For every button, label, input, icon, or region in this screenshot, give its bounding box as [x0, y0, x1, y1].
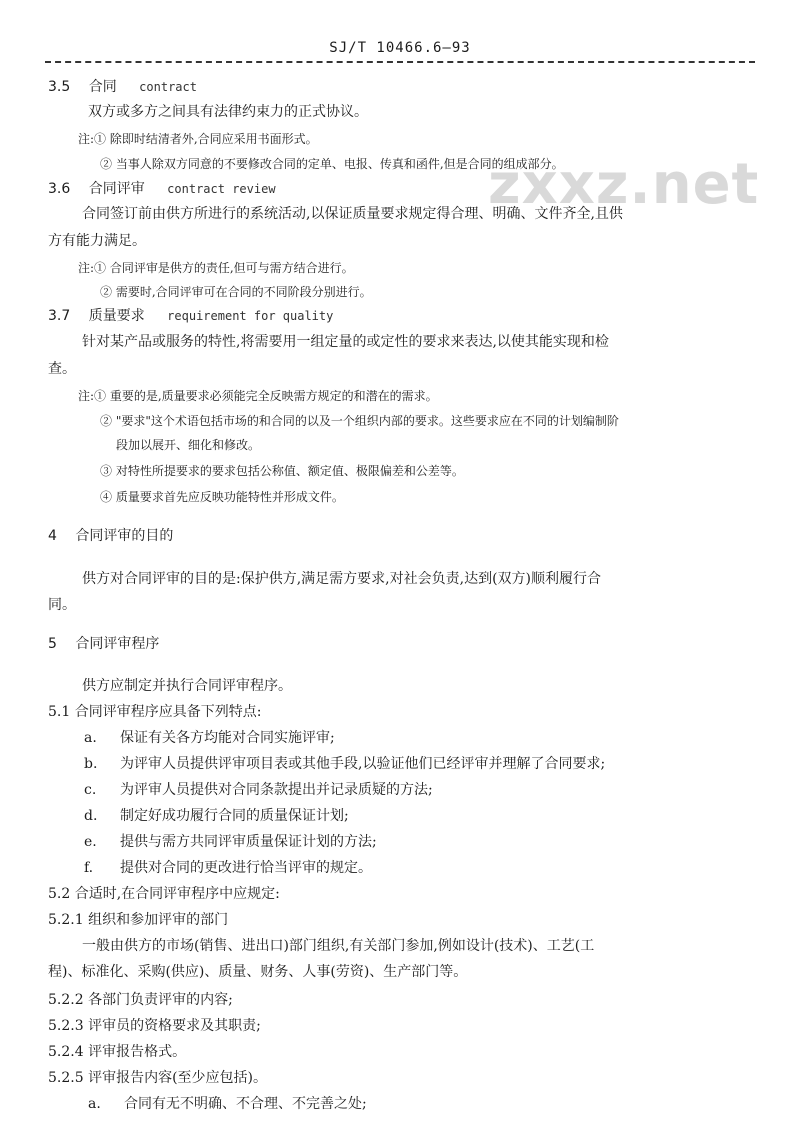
- note-text: 注:① 除即时结清者外,合同应采用书面形式。: [78, 132, 318, 146]
- section-english-term: requirement for quality: [167, 309, 334, 323]
- definition-text: 双方或多方之间具有法律约束力的正式协议。: [88, 104, 368, 120]
- list-item: [84, 755, 605, 773]
- body-text: 同。: [48, 597, 76, 613]
- list-item: [84, 781, 433, 799]
- section-english-term: contract review: [167, 182, 276, 196]
- clause-5-1: 5.1 合同评审程序应具备下列特点:: [48, 704, 262, 720]
- list-item: [84, 807, 349, 825]
- body-text: 一般由供方的市场(销售、进出口)部门组织,有关部门参加,例如设计(技术)、工艺(工: [82, 938, 595, 954]
- list-item: [88, 1095, 367, 1113]
- list-marker: a.: [84, 730, 97, 746]
- section-title: 合同评审: [88, 181, 145, 197]
- section-number: 5: [48, 636, 57, 652]
- list-item: [84, 729, 335, 747]
- note-text: ② 需要时,合同评审可在合同的不同阶段分别进行。: [100, 285, 372, 299]
- clause-5-2: 5.2 合适时,在合同评审程序中应规定:: [48, 886, 280, 902]
- section-3-6-heading: [48, 180, 276, 198]
- list-marker: b.: [84, 756, 98, 772]
- list-marker: e.: [84, 834, 97, 850]
- definition-text: 查。: [48, 361, 76, 377]
- watermark: zxxz.net: [488, 152, 760, 217]
- list-item: [84, 833, 377, 851]
- section-title: 合同评审的目的: [75, 528, 174, 544]
- list-text: 合同有无不明确、不合理、不完善之处;: [124, 1096, 367, 1112]
- note-text: ② "要求"这个术语包括市场的和合同的以及一个组织内部的要求。这些要求应在不同的计划编制阶: [100, 414, 619, 428]
- section-4-heading: [48, 527, 173, 545]
- note-text: 注:① 合同评审是供方的责任,但可与需方结合进行。: [78, 261, 354, 275]
- clause-5-2-4: 5.2.4 评审报告格式。: [48, 1044, 187, 1060]
- note-text: ④ 质量要求首先应反映功能特性并形成文件。: [100, 490, 344, 504]
- definition-text: 合同签订前由供方所进行的系统活动,以保证质量要求规定得合理、明确、文件齐全,且供: [82, 206, 623, 222]
- note-text: ② 当事人除双方同意的不要修改合同的定单、电报、传真和函件,但是合同的组成部分。: [100, 157, 564, 171]
- list-marker: d.: [84, 808, 98, 824]
- clause-5-2-2: 5.2.2 各部门负责评审的内容;: [48, 992, 233, 1008]
- section-number: 3.7: [48, 308, 71, 324]
- note-text: 段加以展开、细化和修改。: [116, 438, 261, 452]
- standard-code-header: SJ/T 10466.6—93: [329, 40, 471, 56]
- section-3-7-heading: [48, 307, 333, 325]
- list-text: 为评审人员提供对合同条款提出并记录质疑的方法;: [120, 782, 433, 798]
- definition-text: 方有能力满足。: [48, 233, 146, 249]
- list-item: [84, 859, 372, 877]
- section-title: 合同: [88, 79, 117, 95]
- note-text: 注:① 重要的是,质量要求必须能完全反映需方规定的和潜在的需求。: [78, 389, 438, 403]
- list-marker: f.: [84, 860, 94, 876]
- section-number: 3.5: [48, 79, 71, 95]
- clause-5-2-5: 5.2.5 评审报告内容(至少应包括)。: [48, 1070, 267, 1086]
- section-number: 3.6: [48, 181, 71, 197]
- list-marker: c.: [84, 782, 97, 798]
- body-text: 供方应制定并执行合同评审程序。: [82, 678, 292, 694]
- definition-text: 针对某产品或服务的特性,将需要用一组定量的或定性的要求来表达,以使其能实现和检: [82, 334, 609, 350]
- list-text: 保证有关各方均能对合同实施评审;: [120, 730, 335, 746]
- section-english-term: contract: [139, 80, 197, 94]
- list-text: 提供对合同的更改进行恰当评审的规定。: [120, 860, 372, 876]
- list-text: 为评审人员提供评审项目表或其他手段,以验证他们已经评审并理解了合同要求;: [120, 756, 606, 772]
- section-3-5-heading: [48, 78, 197, 96]
- section-number: 4: [48, 528, 57, 544]
- clause-5-2-1: 5.2.1 组织和参加评审的部门: [48, 912, 229, 928]
- list-text: 提供与需方共同评审质量保证计划的方法;: [120, 834, 377, 850]
- note-text: ③ 对特性所提要求的要求包括公称值、额定值、极限偏差和公差等。: [100, 464, 464, 478]
- section-5-heading: [48, 635, 159, 653]
- section-title: 质量要求: [88, 308, 145, 324]
- clause-5-2-3: 5.2.3 评审员的资格要求及其职责;: [48, 1018, 261, 1034]
- list-text: 制定好成功履行合同的质量保证计划;: [120, 808, 349, 824]
- body-text: 程)、标准化、采购(供应)、质量、财务、人事(劳资)、生产部门等。: [48, 964, 468, 980]
- list-marker: a.: [88, 1096, 101, 1112]
- header-rule: [45, 61, 755, 63]
- section-title: 合同评审程序: [75, 636, 160, 652]
- body-text: 供方对合同评审的目的是:保护供方,满足需方要求,对社会负责,达到(双方)顺利履行合: [82, 571, 601, 587]
